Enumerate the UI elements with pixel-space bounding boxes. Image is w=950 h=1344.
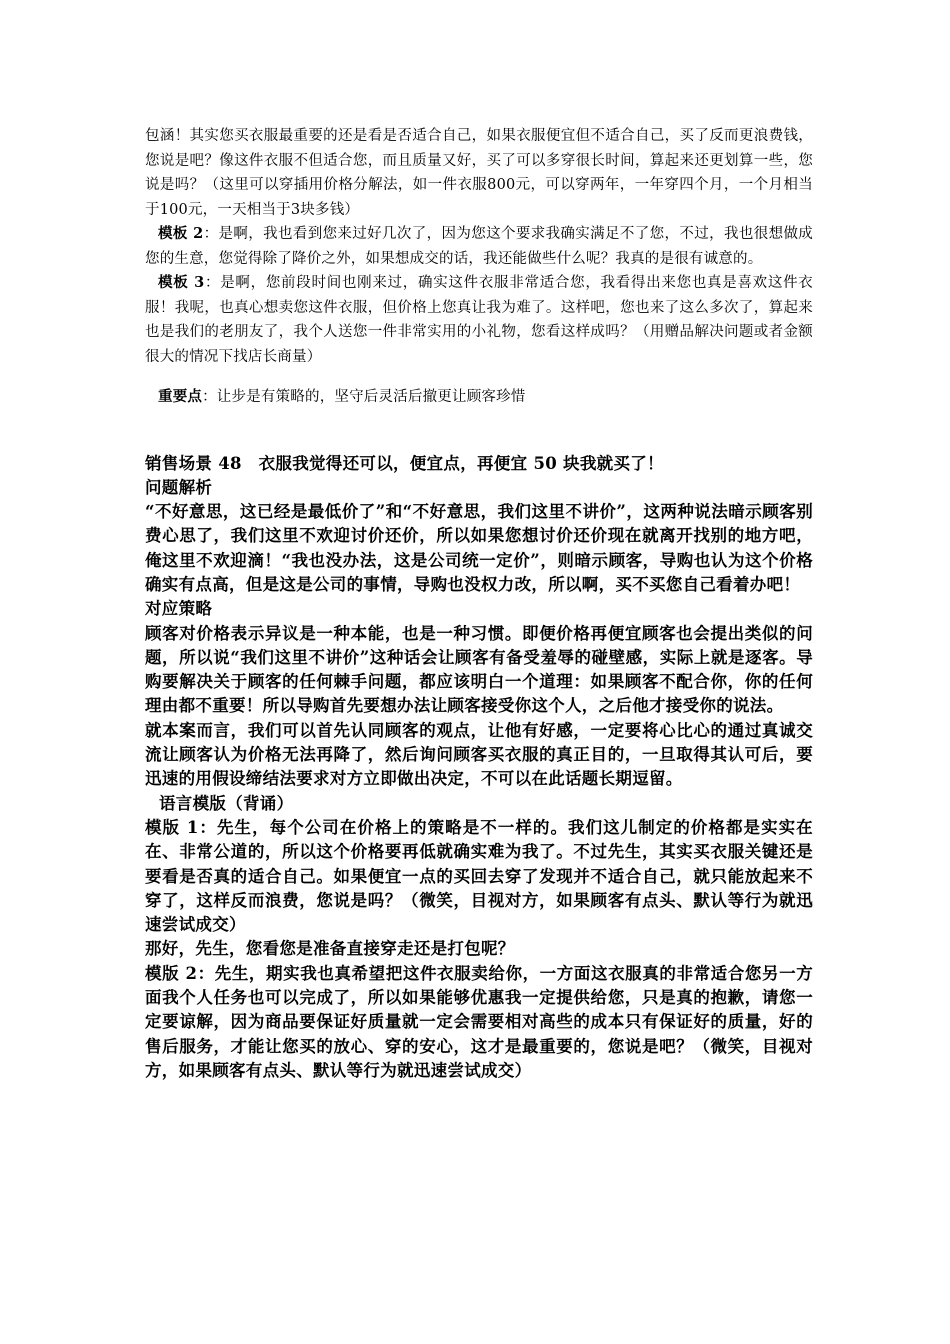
strategy-text-2: 就本案而言，我们可以首先认同顾客的观点，让他有好感，一定要将心比心的通过真诚交流让顾客认为价格无法再降了，然后询问顾客买衣服的真正目的，一旦取得其认可后，要迅速的用假设缔结法要求对方立即做出决定，不可以在此话题长期逗留。 (145, 720, 813, 789)
scene-title: 销售场景 48 衣服我觉得还可以，便宜点，再便宜 50 块我就买了！ (145, 453, 664, 473)
key-point-paragraph (145, 385, 813, 410)
template-2-scene-text: 模版 2：先生，期实我也真希望把这件衣服卖给你，一方面这衣服真的非常适合您另一方面我个人任务也可以完成了，所以如果能够优惠我一定提供给您，只是真的抱歉，请您一定要谅解，因为商品要保证好质量就一定会需要相对高些的成本只有保证好的质量，好的售后服务，才能让您买的放心、穿的安心，这才是最重要的，您说是吧？（微笑，目视对方，如果顾客有点头、默认等行为就迅速尝试成交） (145, 963, 813, 1080)
continued-paragraph: 包涵！其实您买衣服最重要的还是看是否适合自己，如果衣服便宜但不适合自己，买了反而更浪费钱，您说是吧？像这件衣服不但适合您，而且质量又好，买了可以多穿很长时间，算起来还更划算一些，您说是吗？（这里可以穿插用价格分解法，如一件衣服800元，可以穿两年，一年穿四个月，一个月相当于100元，一天相当于3块多钱） (145, 128, 813, 218)
strategy-text-1: 顾客对价格表示异议是一种本能，也是一种习惯。即便价格再便宜顾客也会提出类似的问题，所以说“我们这里不讲价”这种话会让顾客有备受羞辱的碰壁感，实际上就是逐客。导购要解决关于顾客的任何棘手问题，都应该明白一个道理：如果顾客不配合你，你的任何理由都不重要！所以导购首先要想办法让顾客接受你这个人，之后他才接受你的说法。 (145, 623, 813, 716)
template-3-label: 模板 3 (158, 274, 205, 291)
key-point-text: ：让步是有策略的，坚守后灵活后撤更让顾客珍惜 (202, 389, 526, 405)
strategy-heading: 对应策略 (145, 599, 213, 619)
template-1-text: 模版 1：先生，每个公司在价格上的策略是不一样的。我们这儿制定的价格都是实实在在、非常公道的，所以这个价格要再低就确实难为我了。不过先生，其实买衣服关键还是要看是否真的适合自己。如果便宜一点的买回去穿了发现并不适合自己，就只能放起来不穿了，这样反而浪费，您说是吗？（微笑，目视对方，如果顾客有点头、默认等行为就迅速尝试成交） (145, 817, 813, 935)
template-2-label: 模板 2 (158, 225, 204, 242)
template-2-paragraph (145, 222, 813, 271)
language-template-heading: 语言模版（背诵） (159, 793, 294, 813)
template-1-followup: 那好，先生，您看您是准备直接穿走还是打包呢？ (145, 939, 515, 959)
document-page (145, 124, 813, 1083)
sales-scene-48 (145, 452, 813, 1084)
analysis-text: “不好意思，这已经是最低价了”和“不好意思，我们这里不讲价”，这两种说法暗示顾客别费心思了，我们这里不欢迎讨价还价，所以如果您想讨价还价现在就离开找别的地方吧，俺这里不欢迎滴！“我也没办法，这是公司统一定价”，则暗示顾客，导购也认为这个价格确实有点高，但是这是公司的事情，导购也没权力改，所以啊，买不买您自己看着办吧！ (145, 502, 813, 594)
previous-section-continuation (145, 124, 813, 410)
template-3-text: ：是啊，您前段时间也刚来过，确实这件衣服非常适合您，我看得出来您也真是喜欢这件衣服！我呢，也真心想卖您这件衣服，但价格上您真让我为难了。这样吧，您也来了这么多次了，算起来也是我们的老朋友了，我个人送您一件非常实用的小礼物，您看这样成吗？（用赠品解决问题或者金额很大的情况下找店长商量） (145, 275, 814, 365)
template-3-paragraph (145, 271, 813, 369)
template-2-text: ：是啊，我也看到您来过好几次了，因为您这个要求我确实满足不了您，不过，我也很想做成您的生意，您觉得除了降价之外，如果想成交的话，我还能做些什么呢？我真的是很有诚意的。 (145, 226, 814, 267)
analysis-heading: 问题解析 (145, 477, 213, 497)
key-point-label: 重要点 (158, 388, 203, 405)
